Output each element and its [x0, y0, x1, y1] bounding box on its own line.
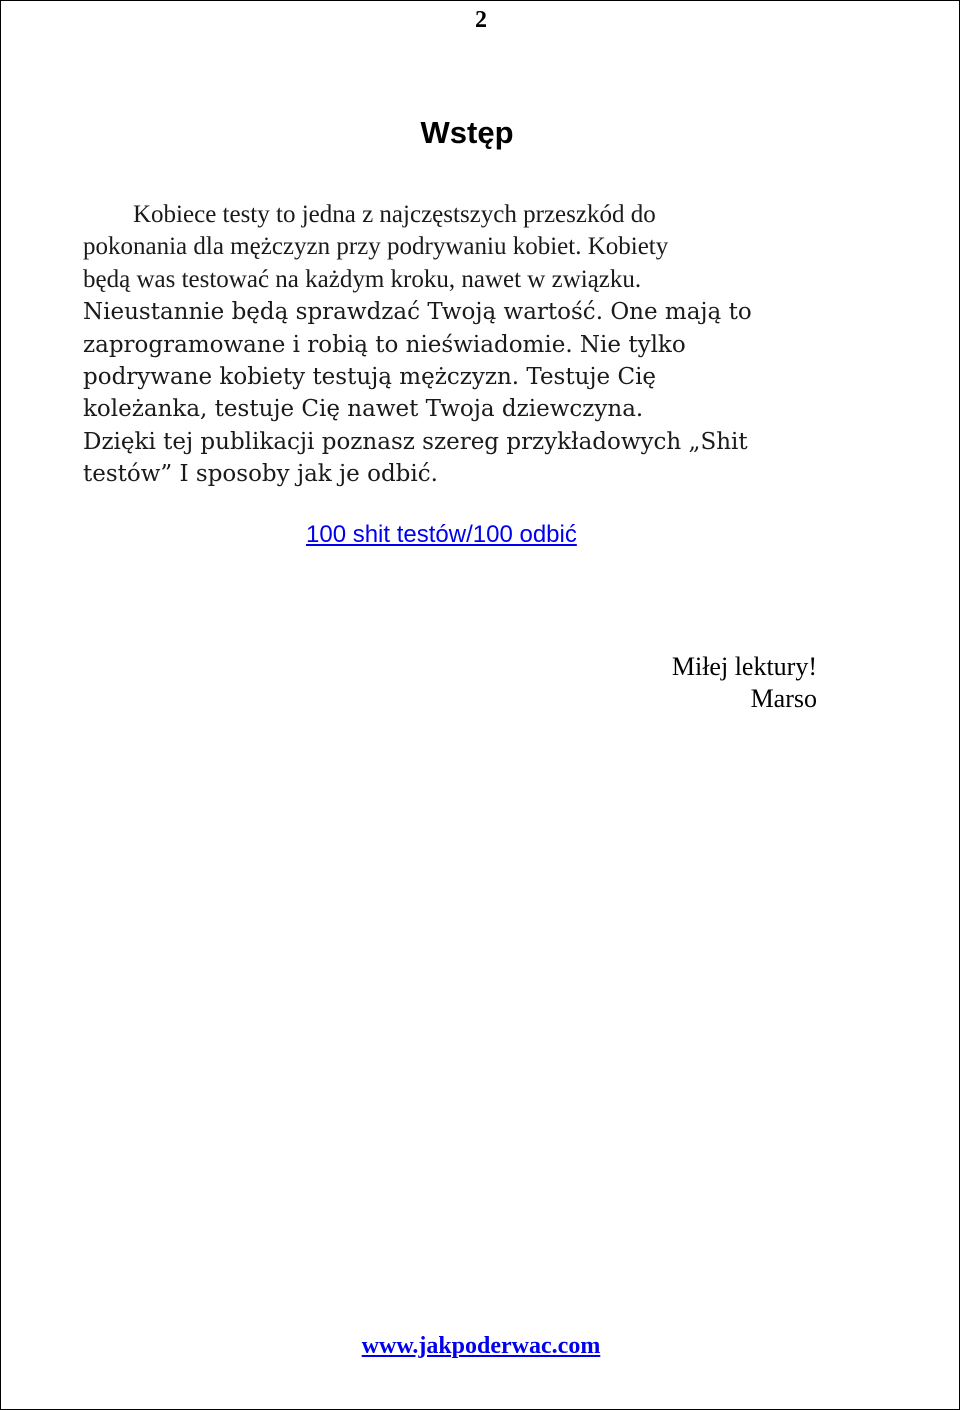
- paragraph-line: koleżanka, testuje Cię nawet Twoja dziewczyna.: [83, 396, 644, 423]
- closing-greeting: Miłej lektury!: [671, 652, 817, 681]
- shit-tests-link[interactable]: 100 shit testów/100 odbić: [306, 521, 577, 548]
- paragraph-line: zaprogramowane i robią to nieświadomie. Nie tylko: [83, 331, 686, 358]
- website-link[interactable]: www.jakpoderwac.com: [361, 1333, 601, 1359]
- paragraph-line: Dzięki tej publikacji poznasz szereg przykładowych „Shit: [83, 428, 748, 455]
- paragraph-line: pokonania dla mężczyzn przy podrywaniu kobiet. Kobiety: [83, 233, 669, 261]
- paragraph-line: będą was testować na każdym kroku, nawet w związku.: [83, 265, 642, 293]
- paragraph-line: Nieustannie będą sprawdzać Twoją wartość. One mają to: [83, 299, 752, 326]
- paragraph-line: Kobiece testy to jedna z najczęstszych przeszkód do: [133, 201, 656, 228]
- closing-signature: Marso: [750, 684, 817, 713]
- paragraph-line: podrywane kobiety testują mężczyzn. Testuje Cię: [83, 364, 657, 391]
- page-number: 2: [475, 7, 487, 33]
- paragraph-line: testów” I sposoby jak je odbić.: [83, 461, 438, 488]
- page-title: Wstęp: [420, 115, 514, 150]
- intro-paragraph: [83, 199, 873, 491]
- closing-block: [672, 651, 817, 715]
